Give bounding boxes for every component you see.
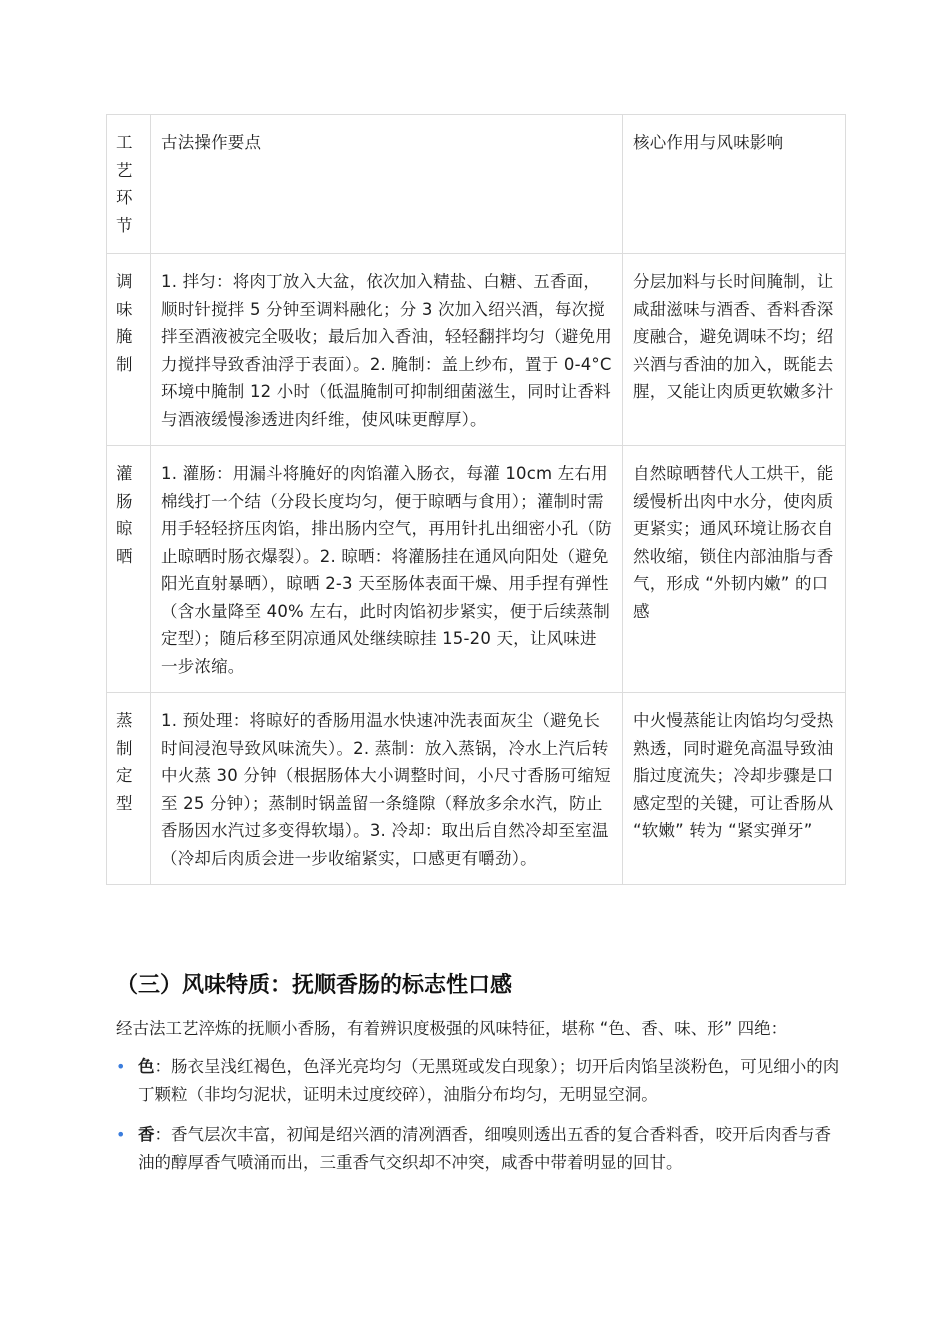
row-points: 1. 预处理：将晾好的香肠用温水快速冲洗表面灰尘（避免长时间浸泡导致风味流失）。2. 蒸制：放入蒸锅，冷水上汽后转中火蒸 30 分钟（根据肠体大小调整时间，小尺寸香肠可缩短至 25 分钟）；蒸制时锅盖留一条缝隙（释放多余水汽，防止香肠因水汽过多变得软塌）。3. 冷却：取出后自然冷却至室温（冷却后肉质会进一步收缩紧实，口感更有嚼劲）。: [151, 693, 623, 885]
list-item: [116, 1053, 844, 1109]
section-title: （三）风味特质：抚顺香肠的标志性口感: [116, 973, 513, 998]
list-item: [116, 1121, 844, 1177]
intro-paragraph: 经古法工艺淬炼的抚顺小香肠，有着辨识度极强的风味特征，堪称 “色、香、味、形” 四绝：: [116, 1019, 788, 1038]
row-effect: 分层加料与长时间腌制，让咸甜滋味与酒香、香料香深度融合，避免调味不均；绍兴酒与香油的加入，既能去腥，又能让肉质更软嫩多汁: [623, 254, 846, 446]
header-effect: 核心作用与风味影响: [623, 115, 846, 254]
row-step: 灌肠晾晒: [107, 446, 151, 693]
header-step: 工艺环节: [107, 115, 151, 254]
trait-text: ：香气层次丰富，初闻是绍兴酒的清冽酒香，细嗅则透出五香的复合香料香，咬开后肉香与香油的醇厚香气喷涌而出，三重香气交织却不冲突，咸香中带着明显的回甘。: [138, 1125, 831, 1172]
row-effect: 自然晾晒替代人工烘干，能缓慢析出肉中水分，使肉质更紧实；通风环境让肠衣自然收缩，锁住内部油脂与香气，形成 “外韧内嫩” 的口感: [623, 446, 846, 693]
process-table: [106, 114, 846, 885]
table-header-row: [107, 115, 846, 254]
trait-term: 色: [138, 1057, 155, 1076]
table-row: [107, 446, 846, 693]
trait-list: [116, 1053, 844, 1189]
row-points: 1. 拌匀：将肉丁放入大盆，依次加入精盐、白糖、五香面，顺时针搅拌 5 分钟至调料融化；分 3 次加入绍兴酒，每次搅拌至酒液被完全吸收；最后加入香油，轻轻翻拌均匀（避免用力搅拌导致香油浮于表面）。2. 腌制：盖上纱布，置于 0-4°C环境中腌制 12 小时（低温腌制可抑制细菌滋生，同时让香料与酒液缓慢渗透进肉纤维，使风味更醇厚）。: [151, 254, 623, 446]
table-row: [107, 254, 846, 446]
row-points: 1. 灌肠：用漏斗将腌好的肉馅灌入肠衣，每灌 10cm 左右用棉线打一个结（分段长度均匀，便于晾晒与食用）；灌制时需用手轻轻挤压肉馅，排出肠内空气，再用针扎出细密小孔（防止晾晒时肠衣爆裂）。2. 晾晒：将灌肠挂在通风向阳处（避免阳光直射暴晒），晾晒 2-3 天至肠体表面干燥、用手捏有弹性（含水量降至 40% 左右，此时肉馅初步紧实，便于后续蒸制定型）；随后移至阴凉通风处继续晾挂 15-20 天，让风味进一步浓缩。: [151, 446, 623, 693]
header-points: 古法操作要点: [151, 115, 623, 254]
trait-term: 香: [138, 1125, 155, 1144]
bullet-icon: •: [116, 1057, 126, 1076]
table-row: [107, 693, 846, 885]
row-effect: 中火慢蒸能让肉馅均匀受热熟透，同时避免高温导致油脂过度流失；冷却步骤是口感定型的关键，可让香肠从 “软嫩” 转为 “紧实弹牙”: [623, 693, 846, 885]
trait-text: ：肠衣呈浅红褐色，色泽光亮均匀（无黑斑或发白现象）；切开后肉馅呈淡粉色，可见细小的肉丁颗粒（非均匀泥状，证明未过度绞碎），油脂分布均匀，无明显空洞。: [138, 1057, 840, 1104]
bullet-icon: •: [116, 1125, 126, 1144]
row-step: 调味腌制: [107, 254, 151, 446]
row-step: 蒸制定型: [107, 693, 151, 885]
